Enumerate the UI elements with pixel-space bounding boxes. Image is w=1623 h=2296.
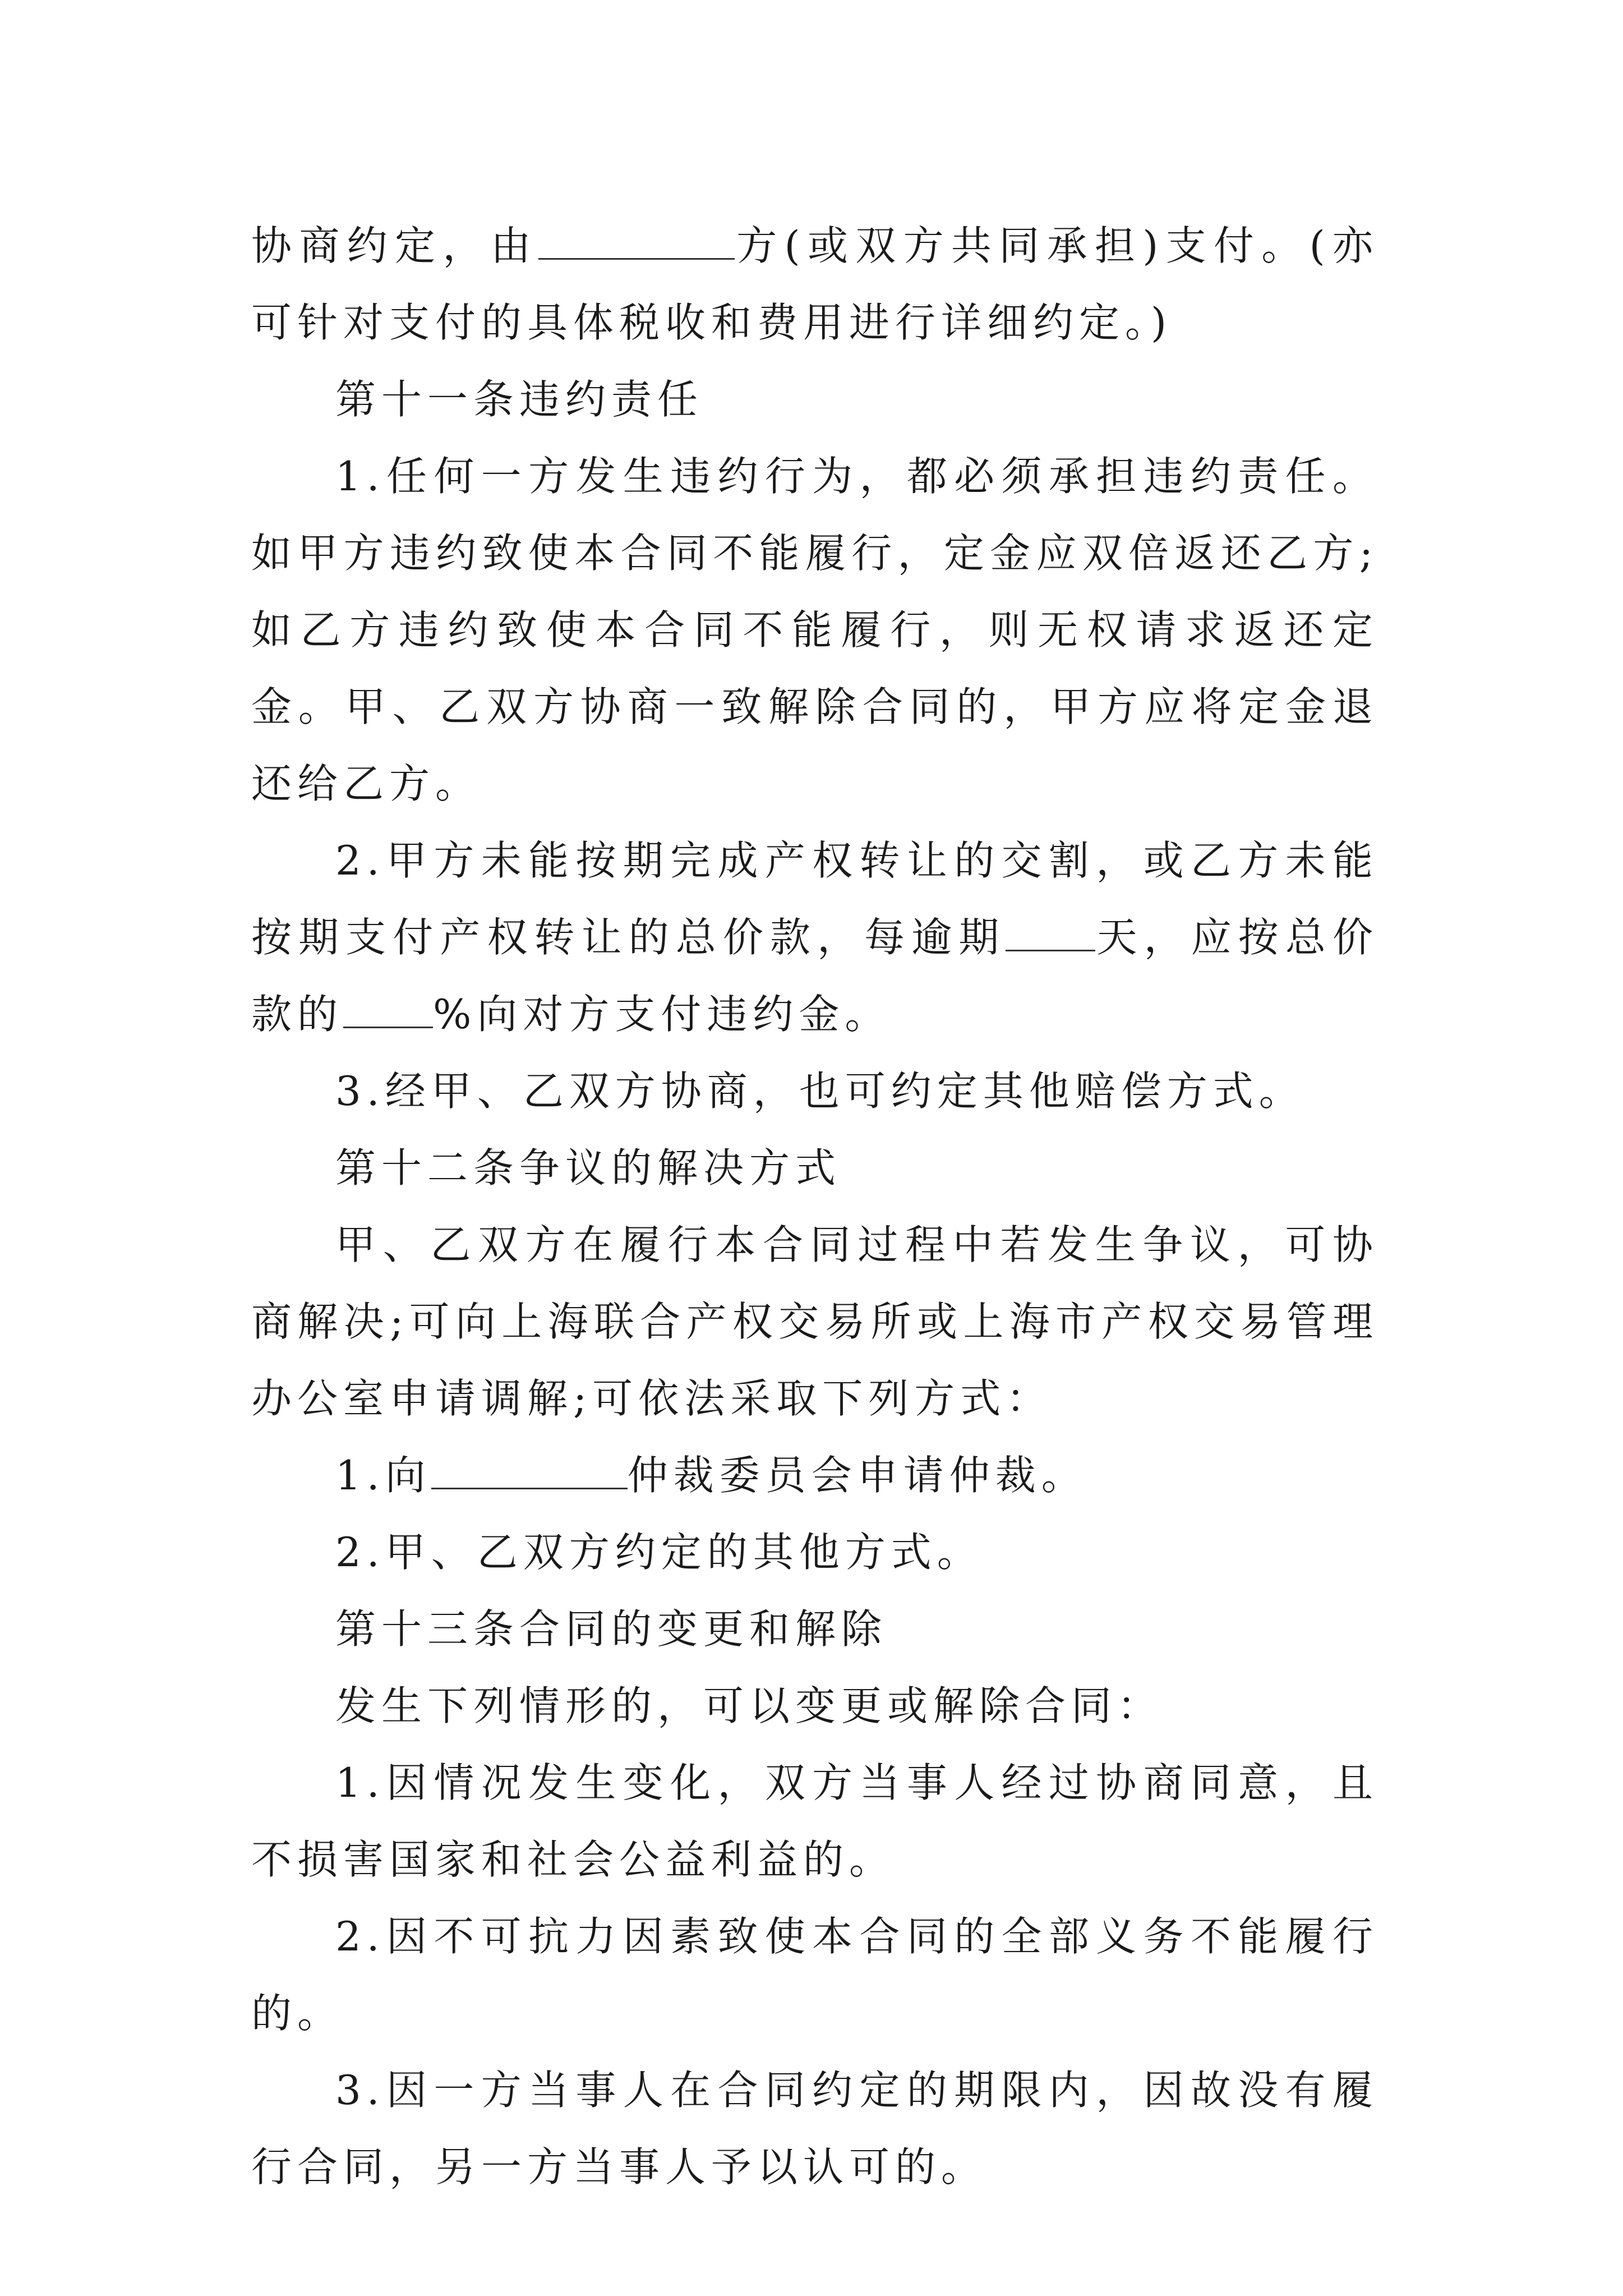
- paragraph-payment-terms: 协商约定，由 方(或双方共同承担)支付。(亦可针对支付的具体税收和费用进行详细约定。): [251, 222, 1378, 346]
- fill-blank: [431, 1454, 628, 1489]
- article-13-heading: 第十三条合同的变更和解除: [335, 1605, 888, 1653]
- article-13-clause-1: 1.因情况发生变化，双方当事人经过协商同意，且不损害国家和社会公益利益的。: [251, 1759, 1378, 1883]
- article-12-option-2: 2.甲、乙双方约定的其他方式。: [335, 1529, 983, 1576]
- fill-blank: [343, 993, 433, 1028]
- article-13-body: 发生下列情形的，可以变更或解除合同：: [335, 1682, 1164, 1729]
- fill-blank: [538, 224, 735, 260]
- article-12-heading: 第十二条争议的解决方式: [335, 1144, 842, 1191]
- article-12-body: 甲、乙双方在履行本合同过程中若发生争议，可协商解决;可向上海联合产权交易所或上海市产权交易管理办公室申请调解;可依法采取下列方式：: [251, 1221, 1378, 1422]
- article-11-clause-1: 1.任何一方发生违约行为，都必须承担违约责任。如甲方违约致使本合同不能履行，定金应双倍返还乙方;如乙方违约致使本合同不能履行，则无权请求返还定金。甲、乙双方协商一致解除合同的，甲方应将定金退还给乙方。: [251, 453, 1378, 807]
- article-13-clause-3: 3.因一方当事人在合同约定的期限内，因故没有履行合同，另一方当事人予以认可的。: [251, 2067, 1378, 2191]
- article-12-option-1: 1.向 仲裁委员会申请仲裁。: [335, 1452, 1087, 1499]
- article-13-clause-2: 2.因不可抗力因素致使本合同的全部义务不能履行的。: [251, 1913, 1378, 2037]
- article-11-heading: 第十一条违约责任: [335, 376, 704, 423]
- fill-blank: [1006, 916, 1095, 951]
- document-body: [251, 208, 1378, 2206]
- article-11-clause-2: 2.甲方未能按期完成产权转让的交割，或乙方未能按期支付产权转让的总价款，每逾期 天，应按总价款的 %向对方支付违约金。: [251, 837, 1378, 1038]
- article-11-clause-3: 3.经甲、乙双方协商，也可约定其他赔偿方式。: [335, 1068, 1305, 1115]
